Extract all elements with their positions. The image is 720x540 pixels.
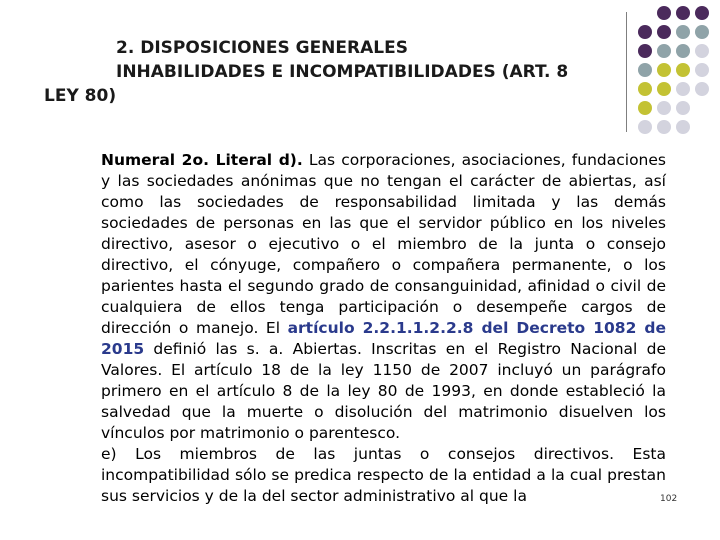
decorative-dot [657,6,671,20]
literal-label: Numeral 2o. Literal d). [101,151,303,169]
decorative-dot [638,44,652,58]
decorative-dot [695,101,709,115]
body-content [101,150,666,507]
decorative-dot [676,63,690,77]
page-number: 102 [660,494,678,504]
decorative-dot [676,44,690,58]
decorative-dot [695,44,709,58]
decorative-dot [638,120,652,134]
decorative-dot [676,82,690,96]
decorative-dot [695,120,709,134]
decorative-dot [638,25,652,39]
decorative-dot [695,63,709,77]
decorative-dot-grid [638,6,712,137]
title-line-1: 2. DISPOSICIONES GENERALES [116,38,408,58]
decorative-dot [657,63,671,77]
decorative-dot [676,25,690,39]
paragraph-literal-d [101,150,666,444]
paragraph-literal-e: e) Los miembros de las juntas o consejos directivos. Esta incompatibilidad sólo se predica respecto de la entidad a la cual prestan sus servicios y de la del sector administrativo al que la [101,445,666,505]
title-line-2: INHABILIDADES E INCOMPATIBILIDADES (ART. 8 [116,62,569,82]
paragraph-text-a: Las corporaciones, asociaciones, fundaciones y las sociedades anónimas que no tengan el carácter de abiertas, así como las sociedades de responsabilidad limitada y las demás sociedades de personas en las que el servidor público en los niveles directivo, asesor o ejecutivo o el miembro de la junta o consejo directivo, el cónyuge, compañero o compañera permanente, o los parientes hasta el segundo grado de consanguinidad, afinidad o civil de cualquiera de ellos tenga participación o desempeñe cargos de dirección o manejo. El [101,151,666,337]
decorative-dot [657,44,671,58]
decorative-dot [676,101,690,115]
decorative-dot [676,6,690,20]
decorative-dot [657,82,671,96]
decorative-dot [695,82,709,96]
slide-title [44,36,624,108]
decorative-dot [657,25,671,39]
decorative-dot [638,82,652,96]
decorative-dot [657,101,671,115]
decorative-dot [638,63,652,77]
decorative-dot [695,6,709,20]
decree-reference-link[interactable]: artículo 2.2.1.1.2.2.8 del Decreto 1082 de 2015 [101,319,666,358]
decorative-divider [626,12,627,132]
decorative-dot [676,120,690,134]
paragraph-text-b: definió las s. a. Abiertas. Inscritas en el Registro Nacional de Valores. El artículo 18 de la ley 1150 de 2007 incluyó un parágrafo primero en el artículo 8 de la ley 80 de 1993, en donde estableció la salvedad que la muerte o disolución del matrimonio disuelven los vínculos por matrimonio o parentesco. [101,340,666,442]
title-line-3: LEY 80) [44,86,117,106]
decorative-dot [638,6,652,20]
decorative-dot [638,101,652,115]
decorative-dot [695,25,709,39]
decorative-dot [657,120,671,134]
